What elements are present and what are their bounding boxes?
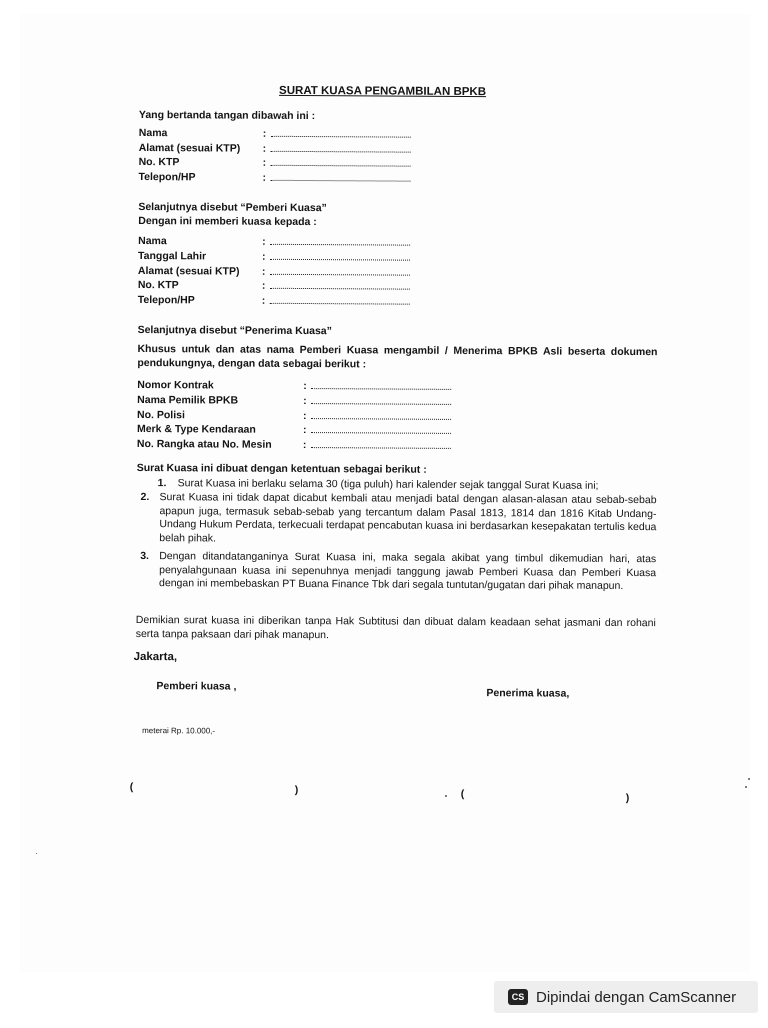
fill-blank xyxy=(270,159,410,167)
signature-paren-close: ) xyxy=(625,791,630,805)
fill-blank xyxy=(310,426,450,434)
field-row xyxy=(138,293,438,309)
field-colon: : xyxy=(262,156,267,169)
camscanner-icon: CS xyxy=(508,989,528,1005)
field-colon: : xyxy=(302,424,307,437)
scan-speck xyxy=(445,795,447,797)
pemberi-sign-label: Pemberi kuasa , xyxy=(156,680,237,693)
fill-blank xyxy=(311,397,451,405)
field-row xyxy=(137,437,467,453)
field-colon: : xyxy=(261,294,266,307)
signature-paren-open: ( xyxy=(460,787,465,800)
field-label: Alamat (sesuai KTP) xyxy=(137,264,240,278)
signature-paren-open: ( xyxy=(129,780,134,793)
field-label: Telepon/HP xyxy=(138,170,196,184)
list-number: 1. xyxy=(157,477,167,490)
fill-blank xyxy=(270,145,410,153)
intro-text: Yang bertanda tangan dibawah ini : xyxy=(138,108,316,123)
field-row xyxy=(138,278,438,294)
ketentuan-item: Surat Kuasa ini tidak dapat dicabut kembali atau menjadi batal dengan alasan-alasan atau sebab-sebab apapun juga, termasuk sebab-sebab yang tercantum dalam Pasal 1813, 1814 dan 1816 Kitab Undang-Undang Hukum Perdata, terkecuali terdapat pencabutan kuasa ini berdasarkan kesepakatan tertulis kedua belah pihak. xyxy=(159,491,657,544)
field-colon: : xyxy=(262,127,267,140)
field-label: Alamat (sesuai KTP) xyxy=(138,141,241,155)
field-label: Nama xyxy=(138,234,167,248)
ketentuan-item: Dengan ditandatanganinya Surat Kuasa ini, maka segala akibat yang timbul dikemudian hari, atas penyalahgunaan kuasa ini sepenuhnya menjadi tanggung jawab Pemberi Kuasa dan Pemberi Kuasa dengan ini membebaskan PT Buana Finance Tbk dari segala tuntutan/gugatan dari pihak manapun. xyxy=(159,550,657,592)
fill-blank xyxy=(310,441,450,449)
field-row xyxy=(138,170,438,186)
scan-speck xyxy=(745,786,747,788)
field-label: No. KTP xyxy=(137,278,179,292)
field-colon: : xyxy=(303,395,307,408)
field-label: Nama Pemilik BPKB xyxy=(137,393,239,407)
field-row xyxy=(137,393,467,409)
scan-speck xyxy=(748,778,750,780)
fill-blank xyxy=(311,382,451,390)
camscanner-text: Dipindai dengan CamScanner xyxy=(536,988,737,1006)
field-row xyxy=(139,126,439,142)
signature-paren-close: ) xyxy=(294,783,299,796)
field-colon: : xyxy=(262,142,267,155)
fill-blank xyxy=(270,238,410,246)
fill-blank xyxy=(311,412,451,420)
field-label: No. KTP xyxy=(138,155,180,169)
fill-blank xyxy=(270,130,410,138)
closing-paragraph: Demikian surat kuasa ini diberikan tanpa Hak Subtitusi dan dibuat dalam keadaan sehat jasmani dan rohani serta tanpa paksaan dari pihak manapun. xyxy=(135,613,656,641)
place-label: Jakarta, xyxy=(133,650,178,664)
list-number: 2. xyxy=(140,491,150,504)
ketentuan-item: Surat Kuasa ini berlaku selama 30 (tiga puluh) hari kalender sejak tanggal Surat Kuasa ini; xyxy=(177,477,599,492)
field-row xyxy=(138,249,438,265)
fill-blank xyxy=(269,268,409,276)
field-row xyxy=(137,378,467,394)
field-label: No. Rangka atau No. Mesin xyxy=(136,437,272,451)
field-colon: : xyxy=(261,265,266,278)
list-number: 3. xyxy=(140,550,150,563)
field-row xyxy=(137,422,467,438)
penerima-sign-label: Penerima kuasa, xyxy=(486,687,570,700)
field-colon: : xyxy=(303,380,307,393)
field-colon: : xyxy=(262,171,267,184)
field-label: Tanggal Lahir xyxy=(138,249,207,263)
fill-blank xyxy=(269,297,409,305)
penerima-caption: Selanjutnya disebut “Penerima Kuasa” xyxy=(137,323,332,338)
fill-blank xyxy=(270,253,410,261)
khusus-paragraph: Khusus untuk dan atas nama Pemberi Kuasa mengambil / Menerima BPKB Asli beserta dokumen pendukungnya, dengan data sebagai berikut : xyxy=(137,342,658,370)
field-row xyxy=(138,234,438,250)
field-row xyxy=(139,155,439,171)
field-label: Nama xyxy=(138,126,168,140)
pemberi-caption: Selanjutnya disebut “Pemberi Kuasa” xyxy=(138,200,327,215)
penerima-intro: Dengan ini memberi kuasa kepada : xyxy=(138,214,317,229)
field-label: No. Polisi xyxy=(137,408,185,422)
fill-blank xyxy=(269,282,409,290)
field-label: Telepon/HP xyxy=(137,293,195,307)
field-label: Nomor Kontrak xyxy=(137,378,214,392)
fill-blank xyxy=(270,174,410,182)
ketentuan-intro: Surat Kuasa ini dibuat dengan ketentuan sebagai berikut : xyxy=(136,461,427,476)
field-label: Merk & Type Kendaraan xyxy=(136,422,256,436)
document-title: SURAT KUASA PENGAMBILAN BPKB xyxy=(279,84,487,99)
field-colon: : xyxy=(262,250,266,263)
field-colon: : xyxy=(302,439,307,452)
meterai-note: meterai Rp. 10.000,- xyxy=(142,726,216,736)
field-colon: : xyxy=(262,235,266,248)
field-colon: : xyxy=(303,410,307,423)
camscanner-watermark xyxy=(494,981,758,1013)
field-colon: : xyxy=(261,279,266,292)
scan-speck xyxy=(36,853,37,854)
